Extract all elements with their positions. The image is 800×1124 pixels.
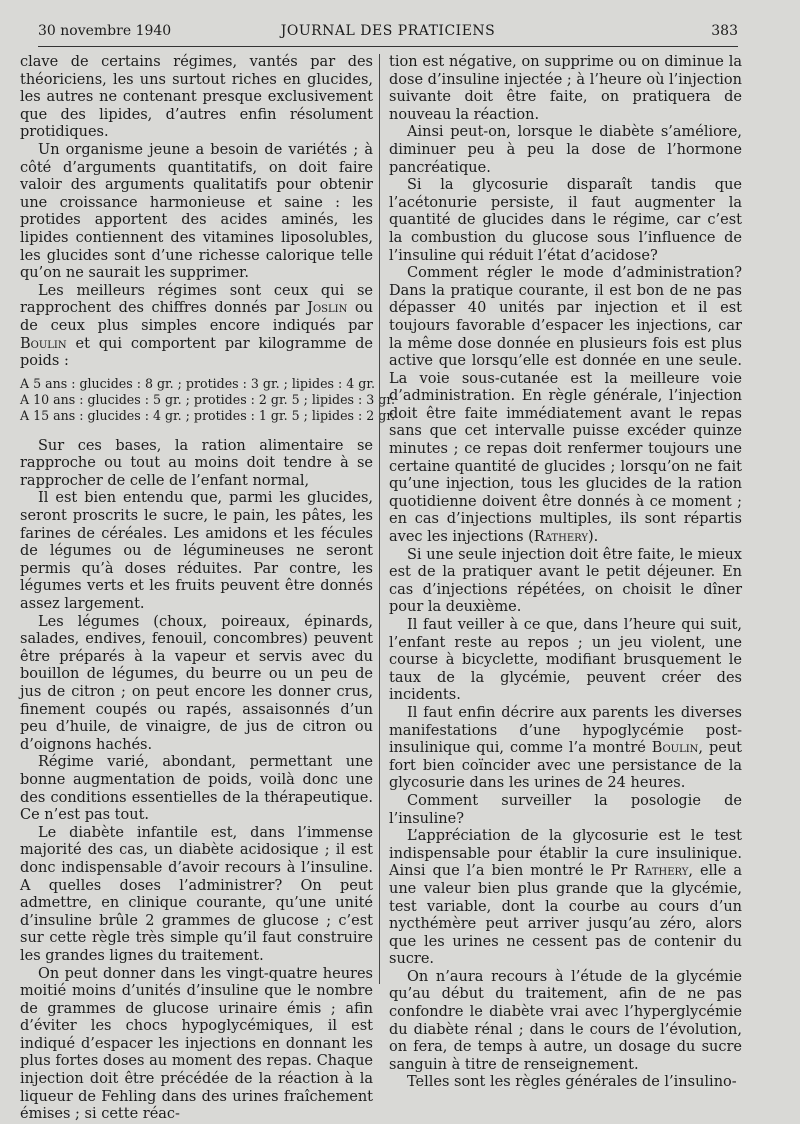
author-name: Rathery (634, 863, 689, 880)
paragraph: Régime varié, abondant, permettant une bonne augmentation de poids, voilà donc une des conditions essentielles de la thérapeutique. Ce n’est pas tout. (20, 754, 373, 824)
author-name: Boulin (651, 740, 699, 757)
paragraph: Si la glycosurie disparaît tandis que l’acétonurie persiste, il faut augmenter la quantité de glucides dans le régime, car c’est la combustion du glucose sous l’influence de l’insuline qui réduit l’état d’acidose? (389, 177, 742, 264)
paragraph: Le diabète infantile est, dans l’immense majorité des cas, un diabète acidosique ; il est donc indispensable d’avoir recours à l’insuline. A quelles doses l’administrer? On peut admettre, en clinique courante, qu’une unité d’insuline brûle 2 grammes de glucose ; c’est sur cette règle très simple qu’il faut construire les grandes lignes du traitement. (20, 824, 373, 964)
paragraph: Ainsi peut-on, lorsque le diabète s’améliore, diminuer peu à peu la dose de l’hormone pancréatique. (389, 124, 742, 176)
author-name: Rathery (533, 529, 588, 546)
ration-row: A 15 ans : glucides : 4 gr. ; protides : 1 gr. 5 ; lipides : 2 gr. (20, 407, 395, 423)
paragraph: Comment surveiller la posologie de l’insuline? (389, 792, 742, 827)
ration-table (20, 375, 395, 424)
paragraph: Il faut enfin décrire aux parents les diverses manifestations d’une hypoglycémie post-insulinique qui, comme l’a montré Boulin, peut fort bien coïncider avec une persistance de la glycosurie dans les urines de 24 heures. (389, 704, 743, 792)
column-divider (379, 54, 380, 984)
paragraph: Un organisme jeune a besoin de variétés ; à côté d’arguments quantitatifs, on doit faire valoir des arguments qualitatifs pour obtenir une croissance harmonieuse et saine : les protides apportent des acides aminés, les lipides contiennent des vitamines liposolubles, les glucides sont d’une richesse calorique telle qu’on ne saurait les supprimer. (20, 141, 373, 282)
ration-row: A 5 ans : glucides : 8 gr. ; protides : 3 gr. ; lipides : 4 gr. (20, 375, 375, 391)
issue-date: 30 novembre 1940 (38, 23, 172, 39)
paragraph: Sur ces bases, la ration alimentaire se rapproche ou tout au moins doit tendre à se rapprocher de celle de l’enfant normal, (20, 437, 373, 489)
paragraph: Les légumes (choux, poireaux, épinards, salades, endives, fenouil, concombres) peuvent être préparés à la vapeur et servis avec du bouillon de légumes, du beurre ou un peu de jus de citron ; on peut encore les donner crus, finement coupés ou rapés, assaisonnés d’un peu d’huile, de vinaigre, de jus de citron ou d’oignons hachés. (20, 613, 373, 753)
paragraph: On peut donner dans les vingt-quatre heures moitié moins d’unités d’insuline que le nombre de grammes de glucose urinaire émis ; afin d’éviter les chocs hypoglycémiques, il est indiqué d’espacer les injections en donnant les plus fortes doses au moment des repas. Chaque injection doit être précédée de la réaction à la liqueur de Fehling dans des urines fraîchement émises ; si cette réac- (20, 965, 373, 1123)
paragraph: clave de certains régimes, vantés par des théoriciens, les uns surtout riches en glucides, les autres ne contenant presque exclusivement que des lipides, d’autres enfin résolument protidiques. (20, 54, 373, 141)
paragraph: Si une seule injection doit être faite, le mieux est de la pratiquer avant le petit déjeuner. En cas d’injections répétées, on choisit le dîner pour la deuxième. (389, 546, 742, 616)
paragraph: Il est bien entendu que, parmi les glucides, seront proscrits le sucre, le pain, les pâtes, les farines de céréales. Les amidons et les fécules de légumes ou de légumineuses ne seront permis qu’à doses réduites. Par contre, les légumes verts et les fruits peuvent être donnés assez largement. (20, 490, 373, 613)
paragraph: Comment régler le mode d’administration? Dans la pratique courante, il est bon de ne pas dépasser 40 unités par injection et il est toujours favorable d’espacer les injections, car la même dose donnée en plusieurs fois est plus active que lorsqu’elle est donnée en une seule. La voie sous-cutanée est la meilleure voie d’administration. En règle générale, l’injection doit être faite immédiatement avant le repas sans que cet intervalle puisse excéder quinze minutes ; ce repas doit renfermer toujours une certaine quantité de glucides ; lorsqu’on ne fait qu’une injection, tous les glucides de la ration quotidienne doivent être donnés à ce moment ; en cas d’injections multiples, ils sont répartis avec les injections (Rathery). (389, 265, 742, 546)
journal-title: JOURNAL DES PRATICIENS (280, 23, 496, 39)
left-column (20, 54, 395, 1124)
page-header (38, 20, 738, 47)
paragraph: tion est négative, on supprime ou on diminue la dose d’insuline injectée ; à l’heure où l’injection suivante doit être faite, on pratiquera de nouveau la réaction. (389, 54, 742, 123)
author-name: Joslin (307, 300, 348, 317)
paragraph: On n’aura recours à l’étude de la glycémie qu’au début du traitement, afin de ne pas confondre le diabète vrai avec l’hyperglycémie du diabète rénal ; dans le cours de l’évolution, on fera, de temps à autre, un dosage du sucre sanguin à titre de renseignement. (389, 968, 742, 1073)
author-name: Boulin (20, 335, 67, 352)
paragraph: Telles sont les règles générales de l’insulino- (407, 1074, 737, 1091)
paragraph: L’appréciation de la glycosurie est le test indispensable pour établir la cure insulinique. Ainsi que l’a bien montré le Pr Rathery, elle a une valeur bien plus grande que la glycémie, test variable, dont la courbe au cours d’un nycthémère peut arriver jusqu’au zéro, alors que les urines ne cessent pas de contenir du sucre. (389, 828, 742, 968)
paragraph: Les meilleurs régimes sont ceux qui se rapprochent des chiffres donnés par Joslin ou de ceux plus simples encore indiqués par Boulin et qui comportent par kilogramme de poids : (20, 282, 374, 370)
paragraph: Il faut veiller à ce que, dans l’heure qui suit, l’enfant reste au repos ; un jeu violent, une course à bicyclette, modifiant brusquement le taux de la glycémie, peuvent créer des incidents. (389, 617, 742, 704)
page-number: 383 (711, 23, 738, 39)
ration-row: A 10 ans : glucides : 5 gr. ; protides : 2 gr. 5 ; lipides : 3 gr. (20, 391, 395, 407)
right-column (389, 54, 742, 1092)
